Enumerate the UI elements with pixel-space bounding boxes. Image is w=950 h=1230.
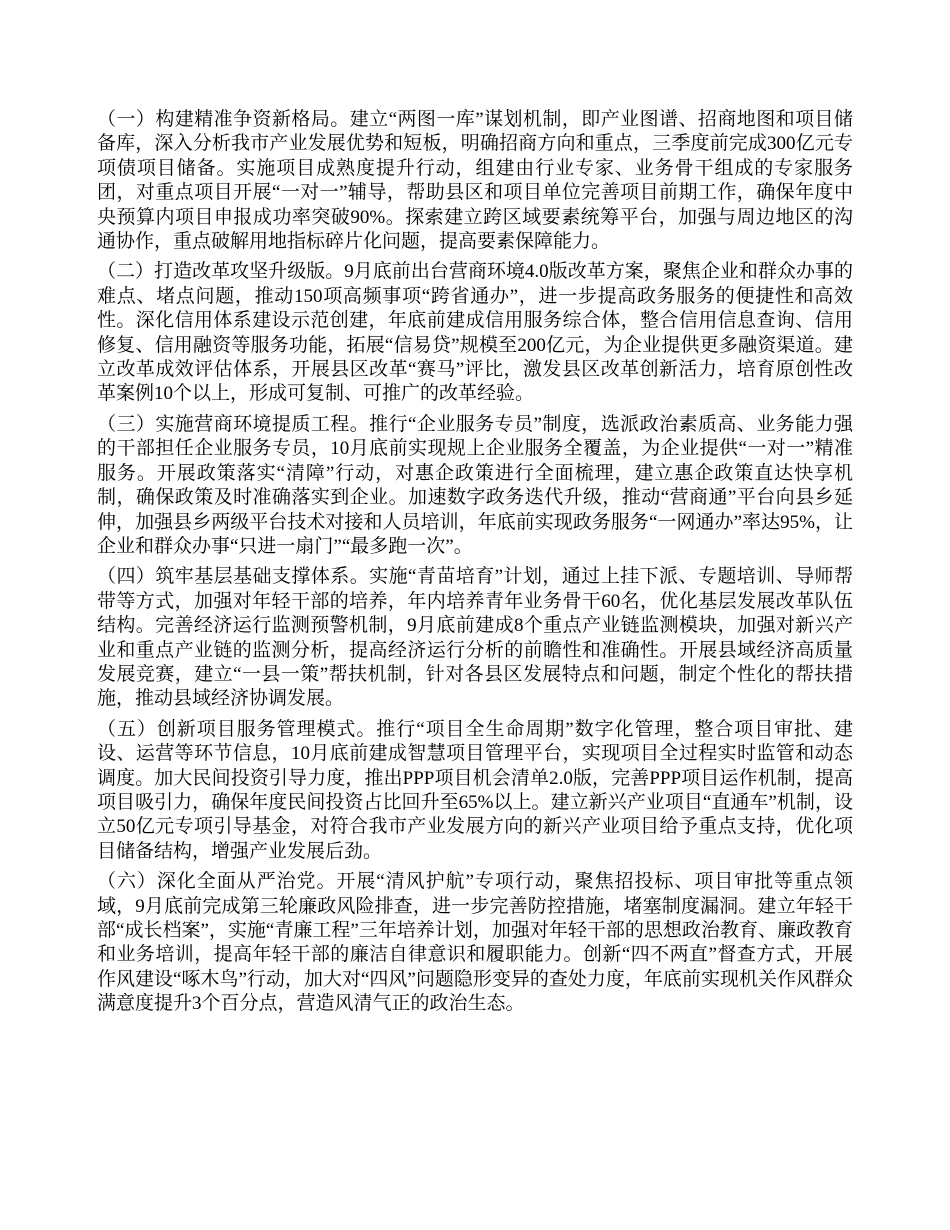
paragraph-3: （三）实施营商环境提质工程。推行“企业服务专员”制度，选派政治素质高、业务能力强的干部担任企业服务专员，10月底前实现规上企业服务全覆盖，为企业提供“一对一”精准服务。开展政策落实“清障”行动，对惠企政策进行全面梳理，建立惠企政策直达快享机制，确保政策及时准确落实到企业。加速数字政务迭代升级，推动“营商通”平台向县乡延伸，加强县乡两级平台技术对接和人员培训，年底前实现政务服务“一网通办”率达95%，让企业和群众办事“只进一扇门”“最多跑一次”。 — [97, 413, 853, 557]
paragraph-6: （六）深化全面从严治党。开展“清风护航”专项行动，聚焦招投标、项目审批等重点领域，9月底前完成第三轮廉政风险排查，进一步完善防控措施，堵塞制度漏洞。建立年轻干部“成长档案”，实施“青廉工程”三年培养计划，加强对年轻干部的思想政治教育、廉政教育和业务培训，提高年轻干部的廉洁自律意识和履职能力。创新“四不两直”督查方式，开展作风建设“啄木鸟”行动，加大对“四风”问题隐形变异的查处力度，年底前实现机关作风群众满意度提升3个百分点，营造风清气正的政治生态。 — [97, 871, 853, 1015]
paragraph-4: （四）筑牢基层基础支撑体系。实施“青苗培育”计划，通过上挂下派、专题培训、导师帮带等方式，加强对年轻干部的培养，年内培养青年业务骨干60名，优化基层发展改革队伍结构。完善经济运行监测预警机制，9月底前建成8个重点产业链监测模块，加强对新兴产业和重点产业链的监测分析，提高经济运行分析的前瞻性和准确性。开展县域经济高质量发展竞赛，建立“一县一策”帮扶机制，针对各县区发展特点和问题，制定个性化的帮扶措施，推动县域经济协调发展。 — [97, 566, 853, 710]
paragraph-1: （一）构建精准争资新格局。建立“两图一库”谋划机制，即产业图谱、招商地图和项目储备库，深入分析我市产业发展优势和短板，明确招商方向和重点，三季度前完成300亿元专项债项目储备。实施项目成熟度提升行动，组建由行业专家、业务骨干组成的专家服务团，对重点项目开展“一对一”辅导，帮助县区和项目单位完善项目前期工作，确保年度中央预算内项目申报成功率突破90%。探索建立跨区域要素统筹平台，加强与周边地区的沟通协作，重点破解用地指标碎片化问题，提高要素保障能力。 — [97, 109, 853, 253]
document-body — [97, 108, 853, 1023]
paragraph-2: （二）打造改革攻坚升级版。9月底前出台营商环境4.0版改革方案，聚焦企业和群众办事的难点、堵点问题，推动150项高频事项“跨省通办”，进一步提高政务服务的便捷性和高效性。深化信用体系建设示范创建，年底前建成信用服务综合体，整合信用信息查询、信用修复、信用融资等服务功能，拓展“信易贷”规模至200亿元，为企业提供更多融资渠道。建立改革成效评估体系，开展县区改革“赛马”评比，激发县区改革创新活力，培育原创性改革案例10个以上，形成可复制、可推广的改革经验。 — [97, 261, 853, 405]
paragraph-5: （五）创新项目服务管理模式。推行“项目全生命周期”数字化管理，整合项目审批、建设、运营等环节信息，10月底前建成智慧项目管理平台，实现项目全过程实时监管和动态调度。加大民间投资引导力度，推出PPP项目机会清单2.0版，完善PPP项目运作机制，提高项目吸引力，确保年度民间投资占比回升至65%以上。建立新兴产业项目“直通车”机制，设立50亿元专项引导基金，对符合我市产业发展方向的新兴产业项目给予重点支持，优化项目储备结构，增强产业发展后劲。 — [97, 718, 853, 862]
